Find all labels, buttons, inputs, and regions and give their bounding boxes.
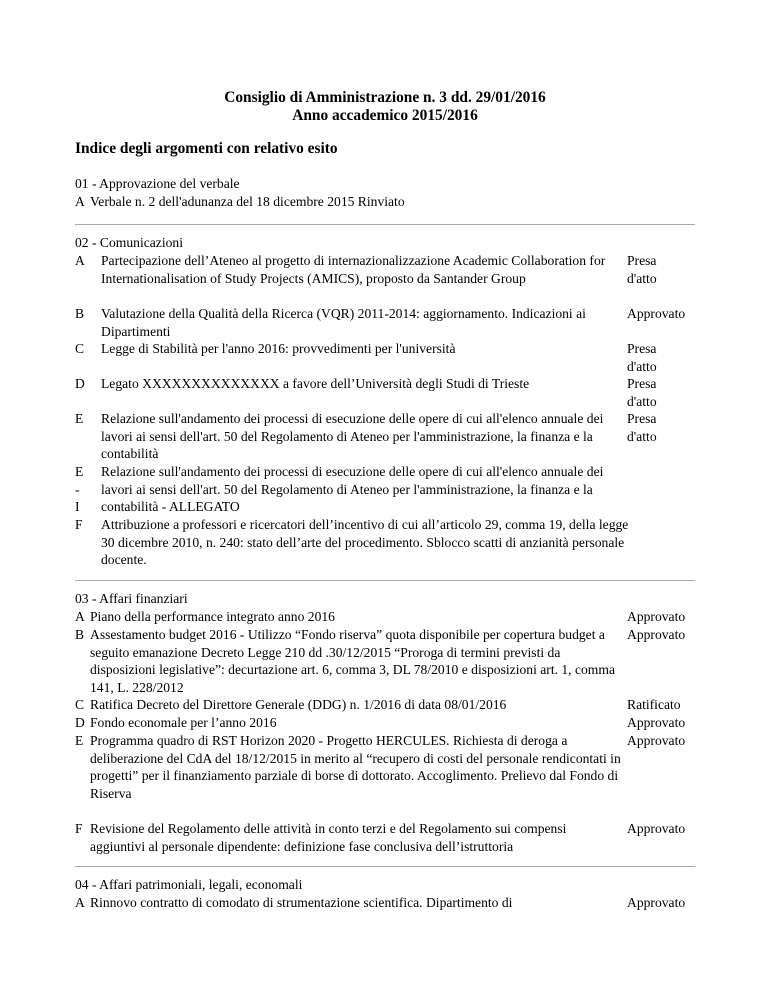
item-text: Relazione sull'andamento dei processi di esecuzione delle opere di cui all'elenco annuale dei lavori ai sensi dell'art. 50 del Regolamento di Ateneo per l'amministrazione, la finanza e la contabilità - ALLEGATO	[101, 464, 604, 515]
section-title: 03 - Affari finanziari	[75, 591, 188, 606]
item-text: Legato XXXXXXXXXXXXXX a favore dell’Università degli Studi di Trieste	[101, 376, 530, 391]
item-letter: A	[75, 609, 85, 624]
item-text: Fondo economale per l’anno 2016	[90, 715, 277, 730]
agenda-item	[75, 340, 695, 375]
section-divider	[75, 866, 695, 867]
item-letter: E	[75, 411, 84, 426]
item-letter: D	[75, 715, 85, 730]
item-result: Approvato	[627, 821, 686, 836]
item-text: Valutazione della Qualità della Ricerca (VQR) 2011-2014: aggiornamento. Indicazioni ai Dipartimenti	[101, 306, 586, 339]
section-title: 04 - Affari patrimoniali, legali, economali	[75, 877, 303, 892]
item-result: Presa d'atto	[627, 376, 657, 409]
agenda-item	[75, 894, 695, 912]
item-letter: F	[75, 821, 83, 836]
item-text: Assestamento budget 2016 - Utilizzo “Fondo riserva” quota disponibile per copertura budget a seguito emanazione Decreto Legge 210 dd .30/12/2015 “Proroga di termini previsti da disposizioni legislative”: decurtazione art. 6, comma 3, DL 78/2010 e disposizioni art. 1, comma 141, L. 228/2012	[90, 627, 615, 695]
item-letter: D	[75, 376, 85, 391]
item-letter: C	[75, 697, 85, 712]
agenda-item	[75, 516, 695, 569]
agenda-item	[75, 252, 695, 305]
item-letter: B	[75, 306, 85, 321]
section-01	[75, 175, 695, 211]
item-text: Rinnovo contratto di comodato di strumentazione scientifica. Dipartimento di	[90, 895, 513, 910]
document-subtitle: Anno accademico 2015/2016	[292, 107, 478, 124]
agenda-item	[75, 305, 695, 340]
document-title: Consiglio di Amministrazione n. 3 dd. 29/01/2016	[224, 89, 546, 106]
section-divider	[75, 224, 695, 225]
section-03	[75, 590, 695, 873]
item-result: Approvato	[627, 895, 686, 910]
item-letter: E - I	[75, 464, 84, 515]
item-result: Presa d'atto	[627, 341, 657, 374]
agenda-item	[75, 732, 695, 820]
section-title: 02 - Comunicazioni	[75, 235, 183, 250]
item-result: Presa d'atto	[627, 411, 657, 444]
section-divider	[75, 580, 695, 581]
item-text: Legge di Stabilità per l'anno 2016: provvedimenti per l'università	[101, 341, 456, 356]
agenda-item	[75, 193, 695, 211]
item-letter: F	[75, 517, 83, 532]
section-title: 01 - Approvazione del verbale	[75, 176, 240, 191]
item-result: Approvato	[627, 627, 686, 642]
item-letter: A	[75, 895, 85, 910]
agenda-item	[75, 375, 695, 410]
item-text: Revisione del Regolamento delle attività in conto terzi e del Regolamento sui compensi aggiuntivi al personale dipendente: definizione fase conclusiva dell’istruttoria	[90, 821, 567, 854]
item-letter: E	[75, 733, 84, 748]
item-result: Approvato	[627, 733, 686, 748]
agenda-item	[75, 626, 695, 696]
item-result: Approvato	[627, 715, 686, 730]
item-result: Ratificato	[627, 697, 681, 712]
agenda-item	[75, 463, 695, 516]
item-letter: A	[75, 194, 85, 209]
section-04	[75, 876, 695, 912]
item-result: Approvato	[627, 306, 686, 321]
index-title: Indice degli argomenti con relativo esito	[75, 140, 338, 157]
agenda-item	[75, 714, 695, 732]
item-text: Programma quadro di RST Horizon 2020 - Progetto HERCULES. Richiesta di deroga a deliberazione del CdA del 18/12/2015 in merito al “recupero di costi del personale rendicontati in progetti” per il finanziamento parziale di borse di dottorato. Accoglimento. Prelievo dal Fondo di Riserva	[90, 733, 621, 801]
item-letter: A	[75, 253, 85, 268]
item-result: Presa d'atto	[627, 253, 657, 286]
item-text: Verbale n. 2 dell'adunanza del 18 dicembre 2015 Rinviato	[90, 194, 405, 209]
item-text: Partecipazione dell’Ateneo al progetto di internazionalizzazione Academic Collaboration for Internationalisation of Study Projects (AMICS), proposto da Santander Group	[101, 253, 606, 286]
agenda-item	[75, 608, 695, 626]
agenda-item	[75, 410, 695, 463]
item-text: Relazione sull'andamento dei processi di esecuzione delle opere di cui all'elenco annuale dei lavori ai sensi dell'art. 50 del Regolamento di Ateneo per l'amministrazione, la finanza e la contabilità	[101, 411, 604, 462]
item-letter: C	[75, 341, 85, 356]
item-result: Approvato	[627, 609, 686, 624]
item-text: Piano della performance integrato anno 2016	[90, 609, 335, 624]
item-text: Ratifica Decreto del Direttore Generale (DDG) n. 1/2016 di data 08/01/2016	[90, 697, 507, 712]
item-text: Attribuzione a professori e ricercatori dell’incentivo di cui all’articolo 29, comma 19, della legge 30 dicembre 2010, n. 240: stato dell’arte del procedimento. Sblocco scatti di anzianità personale docente.	[101, 517, 629, 568]
agenda-item	[75, 696, 695, 714]
section-02	[75, 234, 695, 569]
item-letter: B	[75, 627, 85, 642]
